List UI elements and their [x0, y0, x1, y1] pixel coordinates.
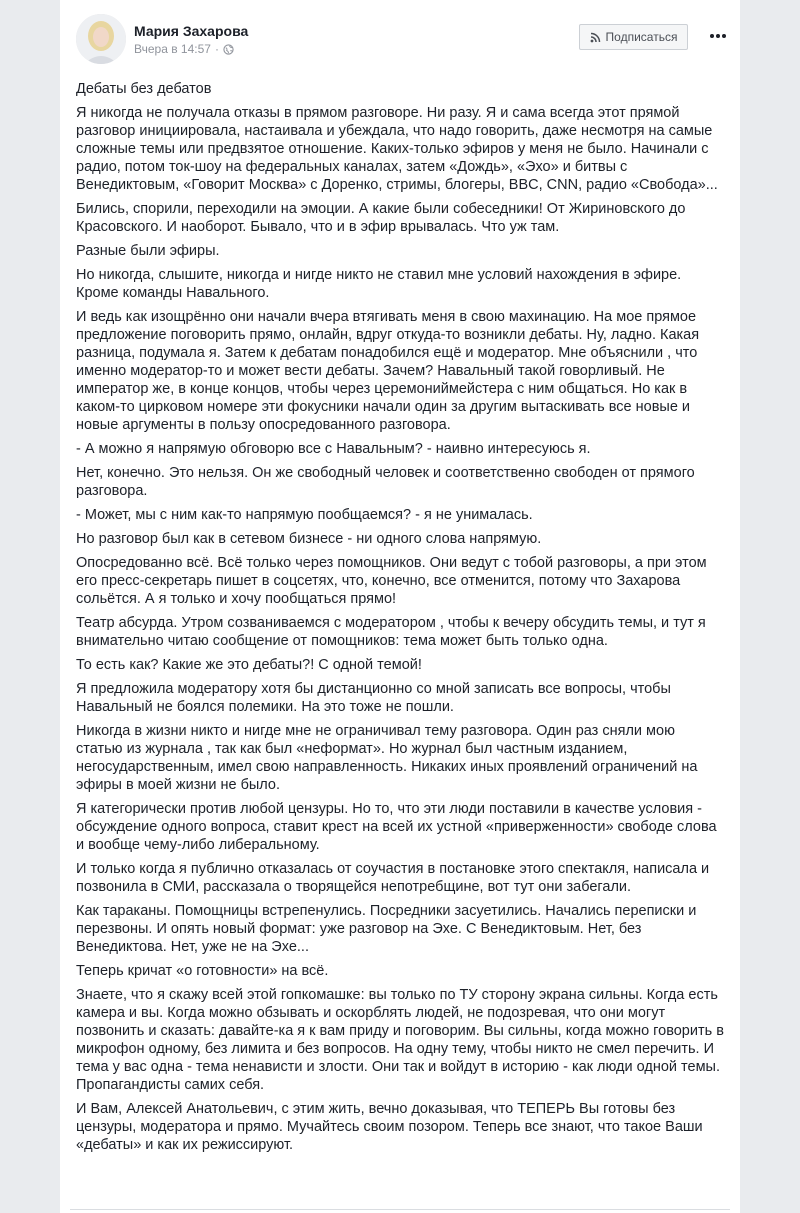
post-paragraph: Но разговор был как в сетевом бизнесе - ни одного слова напрямую.	[76, 531, 542, 547]
avatar-photo-icon	[76, 14, 126, 64]
post-paragraph: Я категорически против любой цензуры. Но то, что эти люди поставили в качестве условия - обсуждение одного вопроса, ставит крест на всей их устной «приверженности» свободе слова и вообще чему-либо либеральному.	[76, 801, 717, 853]
post-paragraph: Как тараканы. Помощницы встрепенулись. Посредники засуетились. Начались переписки и перезвоны. И опять новый формат: уже разговор на Эхе. С Венедиктовым. Нет, без Венедиктова. Нет, уже не на Эхе...	[76, 903, 697, 955]
post-header	[76, 14, 740, 66]
globe-icon	[223, 44, 234, 55]
post-paragraph: И ведь как изощрённо они начали вчера втягивать меня в свою махинацию. На мое прямое предложение поговорить прямо, онлайн, вдруг откуда-то возникли дебаты. Ну, ладно. Какая разница, подумала я. Затем к дебатам понадобился ещё и модератор. Мне объяснили , что именно модератор-то и может вести дебаты. Зачем? Навальный такой говорливый. Не император же, в конце концов, чтобы через церемониймейстера с ним общаться. Но как в каком-то цирковом номере эти фокусники начали один за другим вытаскивать все новые и новые аргументы в пользу опосредованного разговора.	[76, 309, 700, 433]
post-paragraph: Но никогда, слышите, никогда и нигде никто не ставил мне условий нахождения в эфире. Кроме команды Навального.	[76, 267, 682, 301]
post-paragraph: Теперь кричат «о готовности» на всё.	[76, 963, 329, 979]
post-paragraph: То есть как? Какие же это дебаты?! С одной темой!	[76, 657, 422, 673]
post-meta	[134, 42, 234, 56]
subscribe-label: Подписаться	[605, 30, 678, 44]
post-paragraph: Знаете, что я скажу всей этой гопкомашке: вы только по ТУ сторону экрана сильны. Когда есть камера и вы. Когда можно обзывать и оскорблять людей, не подозревая, что они могут позвонить и сказать: давайте-ка я к вам приду и поговорим. Вы сильны, когда можно говорить в микрофон одному, без лимита и без вопросов. На одну тему, чтобы никто не смел перечить. И тема у вас одна - тема ненависти и злости. Они так и войдут в историю - как люди одной темы. Пропагандисты самих себя.	[76, 987, 724, 1093]
post-paragraphs	[76, 104, 724, 1154]
rss-icon	[590, 32, 601, 43]
post-paragraph: И только когда я публично отказалась от соучастия в постановке этого спектакля, написала и позвонила в СМИ, рассказала о творящейся непотребщине, вот тут они забегали.	[76, 861, 710, 895]
post-paragraph: Я никогда не получала отказы в прямом разговоре. Ни разу. Я и сама всегда этот прямой разговор инициировала, настаивала и убеждала, что надо говорить, даже несмотря на самые сложные темы или предвзятое отношение. Каких-только эфиров у меня не было. Начинали с радио, потом ток-шоу на федеральных каналах, затем «Дождь», «Эхо» и битвы с Венедиктовым, «Говорит Москва» с Доренко, стримы, блогеры, BBC, CNN, радио «Свобода»...	[76, 105, 718, 193]
subscribe-button[interactable]	[579, 24, 688, 50]
more-options-icon[interactable]	[708, 28, 728, 44]
post-card	[60, 0, 740, 1213]
author-name[interactable]: Мария Захарова	[134, 23, 249, 39]
post-paragraph: Я предложила модератору хотя бы дистанционно со мной записать все вопросы, чтобы Навальный не боялся полемики. На это тоже не пошли.	[76, 681, 671, 715]
post-title: Дебаты без дебатов	[76, 81, 212, 97]
post-timestamp[interactable]: Вчера в 14:57	[134, 42, 211, 56]
divider	[70, 1209, 730, 1210]
post-paragraph: - Может, мы с ним как-то напрямую пообщаемся? - я не унималась.	[76, 507, 533, 523]
post-paragraph: Никогда в жизни никто и нигде мне не ограничивал тему разговора. Один раз сняли мою статью из журнала , так как был «неформат». Но журнал был частным изданием, негосударственным, имел свою направленность. Никаких иных проявлений ограничений на эфиры в моей жизни не было.	[76, 723, 698, 793]
post-paragraph: И Вам, Алексей Анатольевич, с этим жить, вечно доказывая, что ТЕПЕРЬ Вы готовы без цензуры, модератора и прямо. Мучайтесь своим позором. Теперь все знают, что такое Ваши «дебаты» и как их режиссируют.	[76, 1101, 703, 1153]
post-paragraph: - А можно я напрямую обговорю все с Навальным? - наивно интересуюсь я.	[76, 441, 591, 457]
avatar[interactable]	[76, 14, 126, 64]
post-paragraph: Разные были эфиры.	[76, 243, 220, 259]
post-paragraph: Нет, конечно. Это нельзя. Он же свободный человек и соответственно свободен от прямого разговора.	[76, 465, 695, 499]
post-body	[76, 80, 724, 1160]
post-paragraph: Бились, спорили, переходили на эмоции. А какие были собеседники! От Жириновского до Красовского. И наоборот. Бывало, что и в эфир врывалась. Что уж там.	[76, 201, 686, 235]
meta-separator: ·	[214, 42, 219, 56]
post-paragraph: Театр абсурда. Утром созваниваемся с модератором , чтобы к вечеру обсудить темы, и тут я внимательно читаю сообщение от помощников: тема может быть только одна.	[76, 615, 706, 649]
post-paragraph: Опосредованно всё. Всё только через помощников. Они ведут с тобой разговоры, а при этом его пресс-секретарь пишет в соцсетях, что, конечно, все отменится, потому что Захарова сольётся. А я только и хочу пообщаться прямо!	[76, 555, 707, 607]
